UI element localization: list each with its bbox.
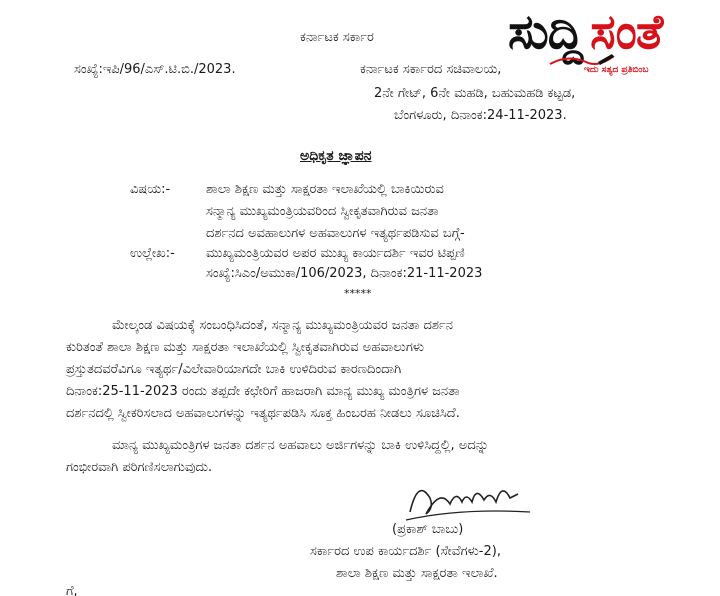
- office-address-line2: 2ನೇ ಗೇಟ್, 6ನೇ ಮಹಡಿ, ಬಹುಮಹಡಿ ಕಟ್ಟಡ,: [374, 86, 576, 101]
- signer-name: (ಪ್ರಕಾಶ್ ಬಾಬು): [392, 522, 464, 537]
- separator-stars: *****: [344, 287, 372, 300]
- reference-label: ಉಲ್ಲೇಖ:-: [130, 246, 175, 261]
- signer-designation: ಸರ್ಕಾರದ ಉಪ ಕಾರ್ಯದರ್ಶಿ (ಸೇವೆಗಳು-2),: [310, 544, 501, 559]
- body-line: ಗಂಭೀರವಾಗಿ ಪರಿಗಣಿಸಲಾಗುವುದು.: [66, 460, 213, 475]
- logo-tagline: ಇದು ಸತ್ಯದ ಪ್ರತಿಬಿಂಬ: [584, 65, 649, 75]
- body-line: ಮಾನ್ಯ ಮುಖ್ಯಮಂತ್ರಿಗಳ ಜನತಾ ದರ್ಶನ ಅಹವಾಲು ಅರ್ಜಿಗಳನ್ನು ಬಾಕಿ ಉಳಿಸಿದ್ದಲ್ಲಿ, ಅದನ್ನು: [112, 438, 489, 453]
- subject-label: ವಿಷಯ:-: [130, 182, 171, 197]
- subject-line: ಶಾಲಾ ಶಿಕ್ಷಣ ಮತ್ತು ಸಾಕ್ಷರತಾ ಇಲಾಖೆಯಲ್ಲಿ ಬಾಕಿಯಿರುವ: [206, 182, 444, 197]
- body-line: ದಿನಾಂಕ:25-11-2023 ರಂದು ತಪ್ಪದೇ ಕಛೇರಿಗೆ ಹಾಜರಾಗಿ ಮಾನ್ಯ ಮುಖ್ಯ ಮಂತ್ರಿಗಳ ಜನತಾ: [66, 384, 460, 399]
- memo-title: ಅಧಿಕೃತ ಜ್ಞಾಪನ: [300, 148, 372, 164]
- body-line: ಕುರಿತಂತೆ ಶಾಲಾ ಶಿಕ್ಷಣ ಮತ್ತು ಸಾಕ್ಷರತಾ ಇಲಾಖೆಯಲ್ಲಿ ಸ್ವೀಕೃತವಾಗಿರುವ ಅಹವಾಲುಗಳು: [66, 340, 425, 355]
- reference-line: ಮುಖ್ಯಮಂತ್ರಿಯವರ ಅಪರ ಮುಖ್ಯ ಕಾರ್ಯದರ್ಶಿ ಇವರ ಟಿಪ್ಪಣಿ: [206, 246, 465, 261]
- office-date-line: ಬೆಂಗಳೂರು, ದಿನಾಂಕ:24-11-2023.: [394, 108, 567, 123]
- body-line: ಮೇಲ್ಕಂಡ ವಿಷಯಕ್ಕೆ ಸಂಬಂಧಿಸಿದಂತೆ, ಸನ್ಮಾನ್ಯ ಮುಖ್ಯಮಂತ್ರಿಯವರ ಜನತಾ ದರ್ಶನ: [112, 318, 453, 333]
- body-line: ಪ್ರಸ್ತುತದವರೆವಿಗೂ ಇತ್ಯರ್ಥ/ವಿಲೇವಾರಿಯಾಗದೇ ಬಾಕಿ ಉಳಿದಿರುವ ಕಾರಣದಿಂದಾಗಿ: [66, 362, 402, 377]
- to-label: ಗೆ,: [66, 584, 78, 596]
- news-logo: [508, 4, 718, 94]
- government-title: ಕರ್ನಾಟಕ ಸರ್ಕಾರ: [300, 30, 374, 45]
- reference-number: ಸಂಖ್ಯೆ:ಇಪಿ/96/ಎಸ್.ಟಿ.ಬಿ./2023.: [74, 62, 236, 77]
- reference-line: ಸಂಖ್ಯೆ:ಸಿಎಂ/ಅಮುಕಾ/106/2023, ದಿನಾಂಕ:21-11-2023: [206, 266, 483, 281]
- office-address-line1: ಕರ್ನಾಟಕ ಸರ್ಕಾರದ ಸಚಿವಾಲಯ,: [360, 62, 502, 77]
- subject-line: ಸನ್ಮಾನ್ಯ ಮುಖ್ಯಮಂತ್ರಿಯವರಿಂದ ಸ್ವೀಕೃತವಾಗಿರುವ ಜನತಾ: [206, 204, 439, 219]
- body-line: ದರ್ಶನದಲ್ಲಿ ಸ್ವೀಕರಿಸಲಾದ ಅಹವಾಲುಗಳನ್ನು ಇತ್ಯರ್ಥಪಡಿಸಿ ಸೂಕ್ತ ಹಿಂಬರಹ ನೀಡಲು ಸೂಚಿಸಿದೆ.: [66, 406, 460, 421]
- logo-word-sudhi: ಸುದ್ದಿ: [508, 4, 583, 60]
- subject-line: ದರ್ಶನದ ಅವಹಾಲುಗಳ ಅಹವಾಲುಗಳ ಇತ್ಯರ್ಥಪಡಿಸುವ ಬಗ್ಗೆ-: [206, 226, 465, 241]
- signer-department: ಶಾಲಾ ಶಿಕ್ಷಣ ಮತ್ತು ಸಾಕ್ಷರತಾ ಇಲಾಖೆ.: [336, 566, 498, 581]
- logo-word-sante: ಸಂತೆ: [590, 4, 663, 60]
